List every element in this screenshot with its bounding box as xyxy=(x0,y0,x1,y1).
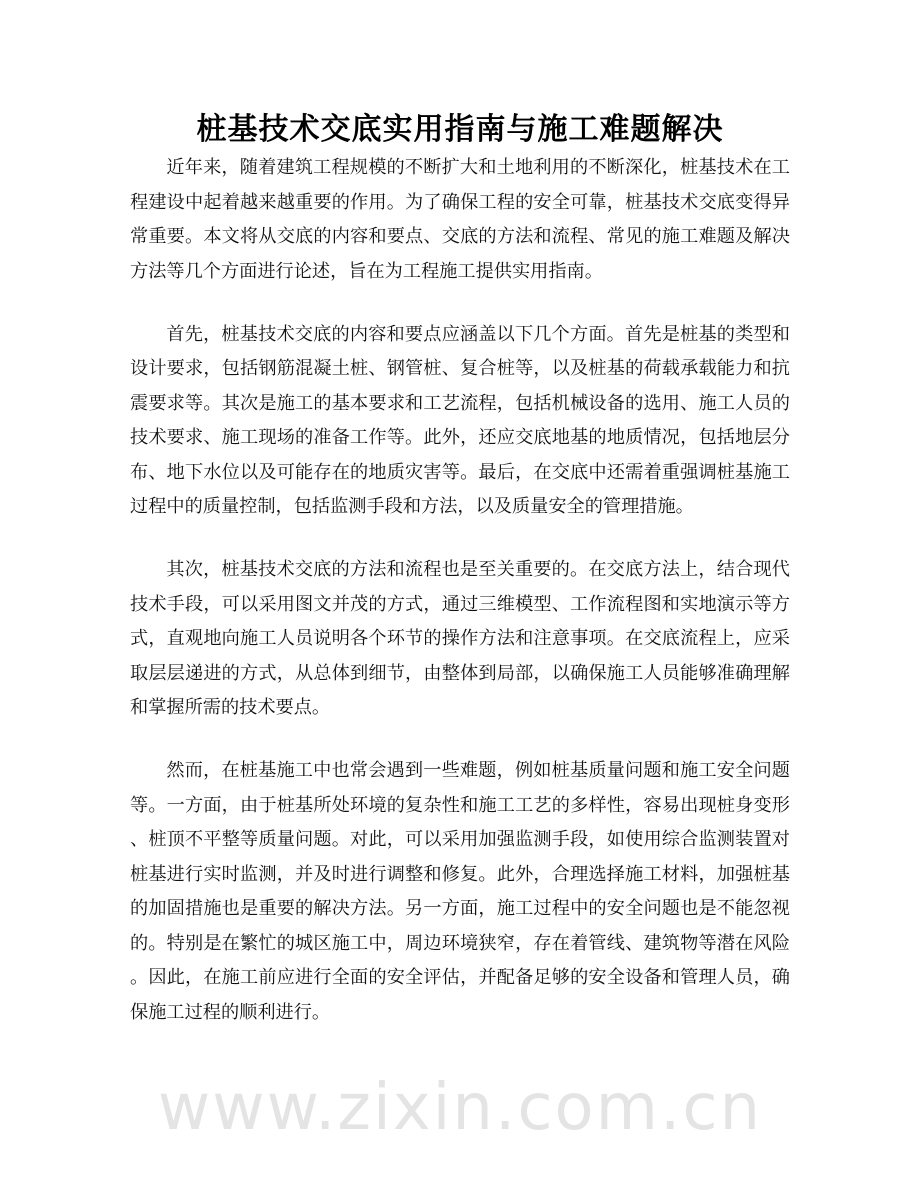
paragraph-line: 程建设中起着越来越重要的作用。为了确保工程的安全可靠，桩基技术交底变得异 xyxy=(130,191,790,213)
paragraph-line: 近年来，随着建筑工程规模的不断扩大和土地利用的不断深化，桩基技术在工 xyxy=(166,157,790,178)
paragraph-line: 设计要求，包括钢筋混凝土桩、钢管桩、复合桩等，以及桩基的荷载承载能力和抗 xyxy=(130,358,790,379)
paragraph-line: 、桩顶不平整等质量问题。对此，可以采用加强监测手段，如使用综合监测装置对 xyxy=(130,829,790,850)
paragraph-line: 然而，在桩基施工中也常会遇到一些难题，例如桩基质量问题和施工安全问题 xyxy=(166,760,790,781)
paragraph xyxy=(130,318,790,525)
paragraph-line: 首先，桩基技术交底的内容和要点应涵盖以下几个方面。首先是桩基的类型和 xyxy=(166,323,790,345)
paragraph-line: 等。一方面，由于桩基所处环境的复杂性和施工工艺的多样性，容易出现桩身变形 xyxy=(130,794,790,816)
paragraph-line: 保施工过程的顺利进行。 xyxy=(130,1001,331,1023)
document-body xyxy=(130,151,790,1059)
paragraph-line: 过程中的质量控制，包括监测手段和方法，以及质量安全的管理措施。 xyxy=(130,496,694,517)
paragraph-line: 方法等几个方面进行论述，旨在为工程施工提供实用指南。 xyxy=(130,260,603,282)
paragraph-line: 的加固措施也是重要的解决方法。另一方面，施工过程中的安全问题也是不能忽视 xyxy=(130,898,790,919)
document-title: 桩基技术交底实用指南与施工难题解决 xyxy=(196,112,724,147)
paragraph-line: 其次，桩基技术交底的方法和流程也是至关重要的。在交底方法上，结合现代 xyxy=(166,559,790,580)
paragraph-line: 。因此，在施工前应进行全面的安全评估，并配备足够的安全设备和管理人员，确 xyxy=(130,967,790,988)
paragraph-line: 震要求等。其次是施工的基本要求和工艺流程，包括机械设备的选用、施工人员的 xyxy=(130,392,790,414)
paragraph-line: 和掌握所需的技术要点。 xyxy=(130,697,331,718)
paragraph-line: 式，直观地向施工人员说明各个环节的操作方法和注意事项。在交底流程上，应采 xyxy=(130,628,790,649)
paragraph-line: 技术手段，可以采用图文并茂的方式，通过三维模型、工作流程图和实地演示等方 xyxy=(130,593,790,615)
paragraph-line: 桩基进行实时监测，并及时进行调整和修复。此外，合理选择施工材料，加强桩基 xyxy=(130,863,790,885)
paragraph-line: 的。特别是在繁忙的城区施工中，周边环境狭窄，存在着管线、建筑物等潜在风险 xyxy=(130,932,790,954)
paragraph xyxy=(130,553,790,726)
paragraph-line: 布、地下水位以及可能存在的地质灾害等。最后，在交底中还需着重强调桩基施工 xyxy=(130,461,790,483)
paragraph xyxy=(130,151,790,289)
paragraph xyxy=(130,754,790,1030)
paragraph-line: 技术要求、施工现场的准备工作等。此外，还应交底地基的地质情况，包括地层分 xyxy=(130,427,790,448)
watermark: www.zixin.com.cn xyxy=(157,1071,763,1145)
paragraph-line: 常重要。本文将从交底的内容和要点、交底的方法和流程、常见的施工难题及解决 xyxy=(130,226,790,247)
paragraph-line: 取层层递进的方式，从总体到细节，由整体到局部，以确保施工人员能够准确理解 xyxy=(130,662,790,684)
